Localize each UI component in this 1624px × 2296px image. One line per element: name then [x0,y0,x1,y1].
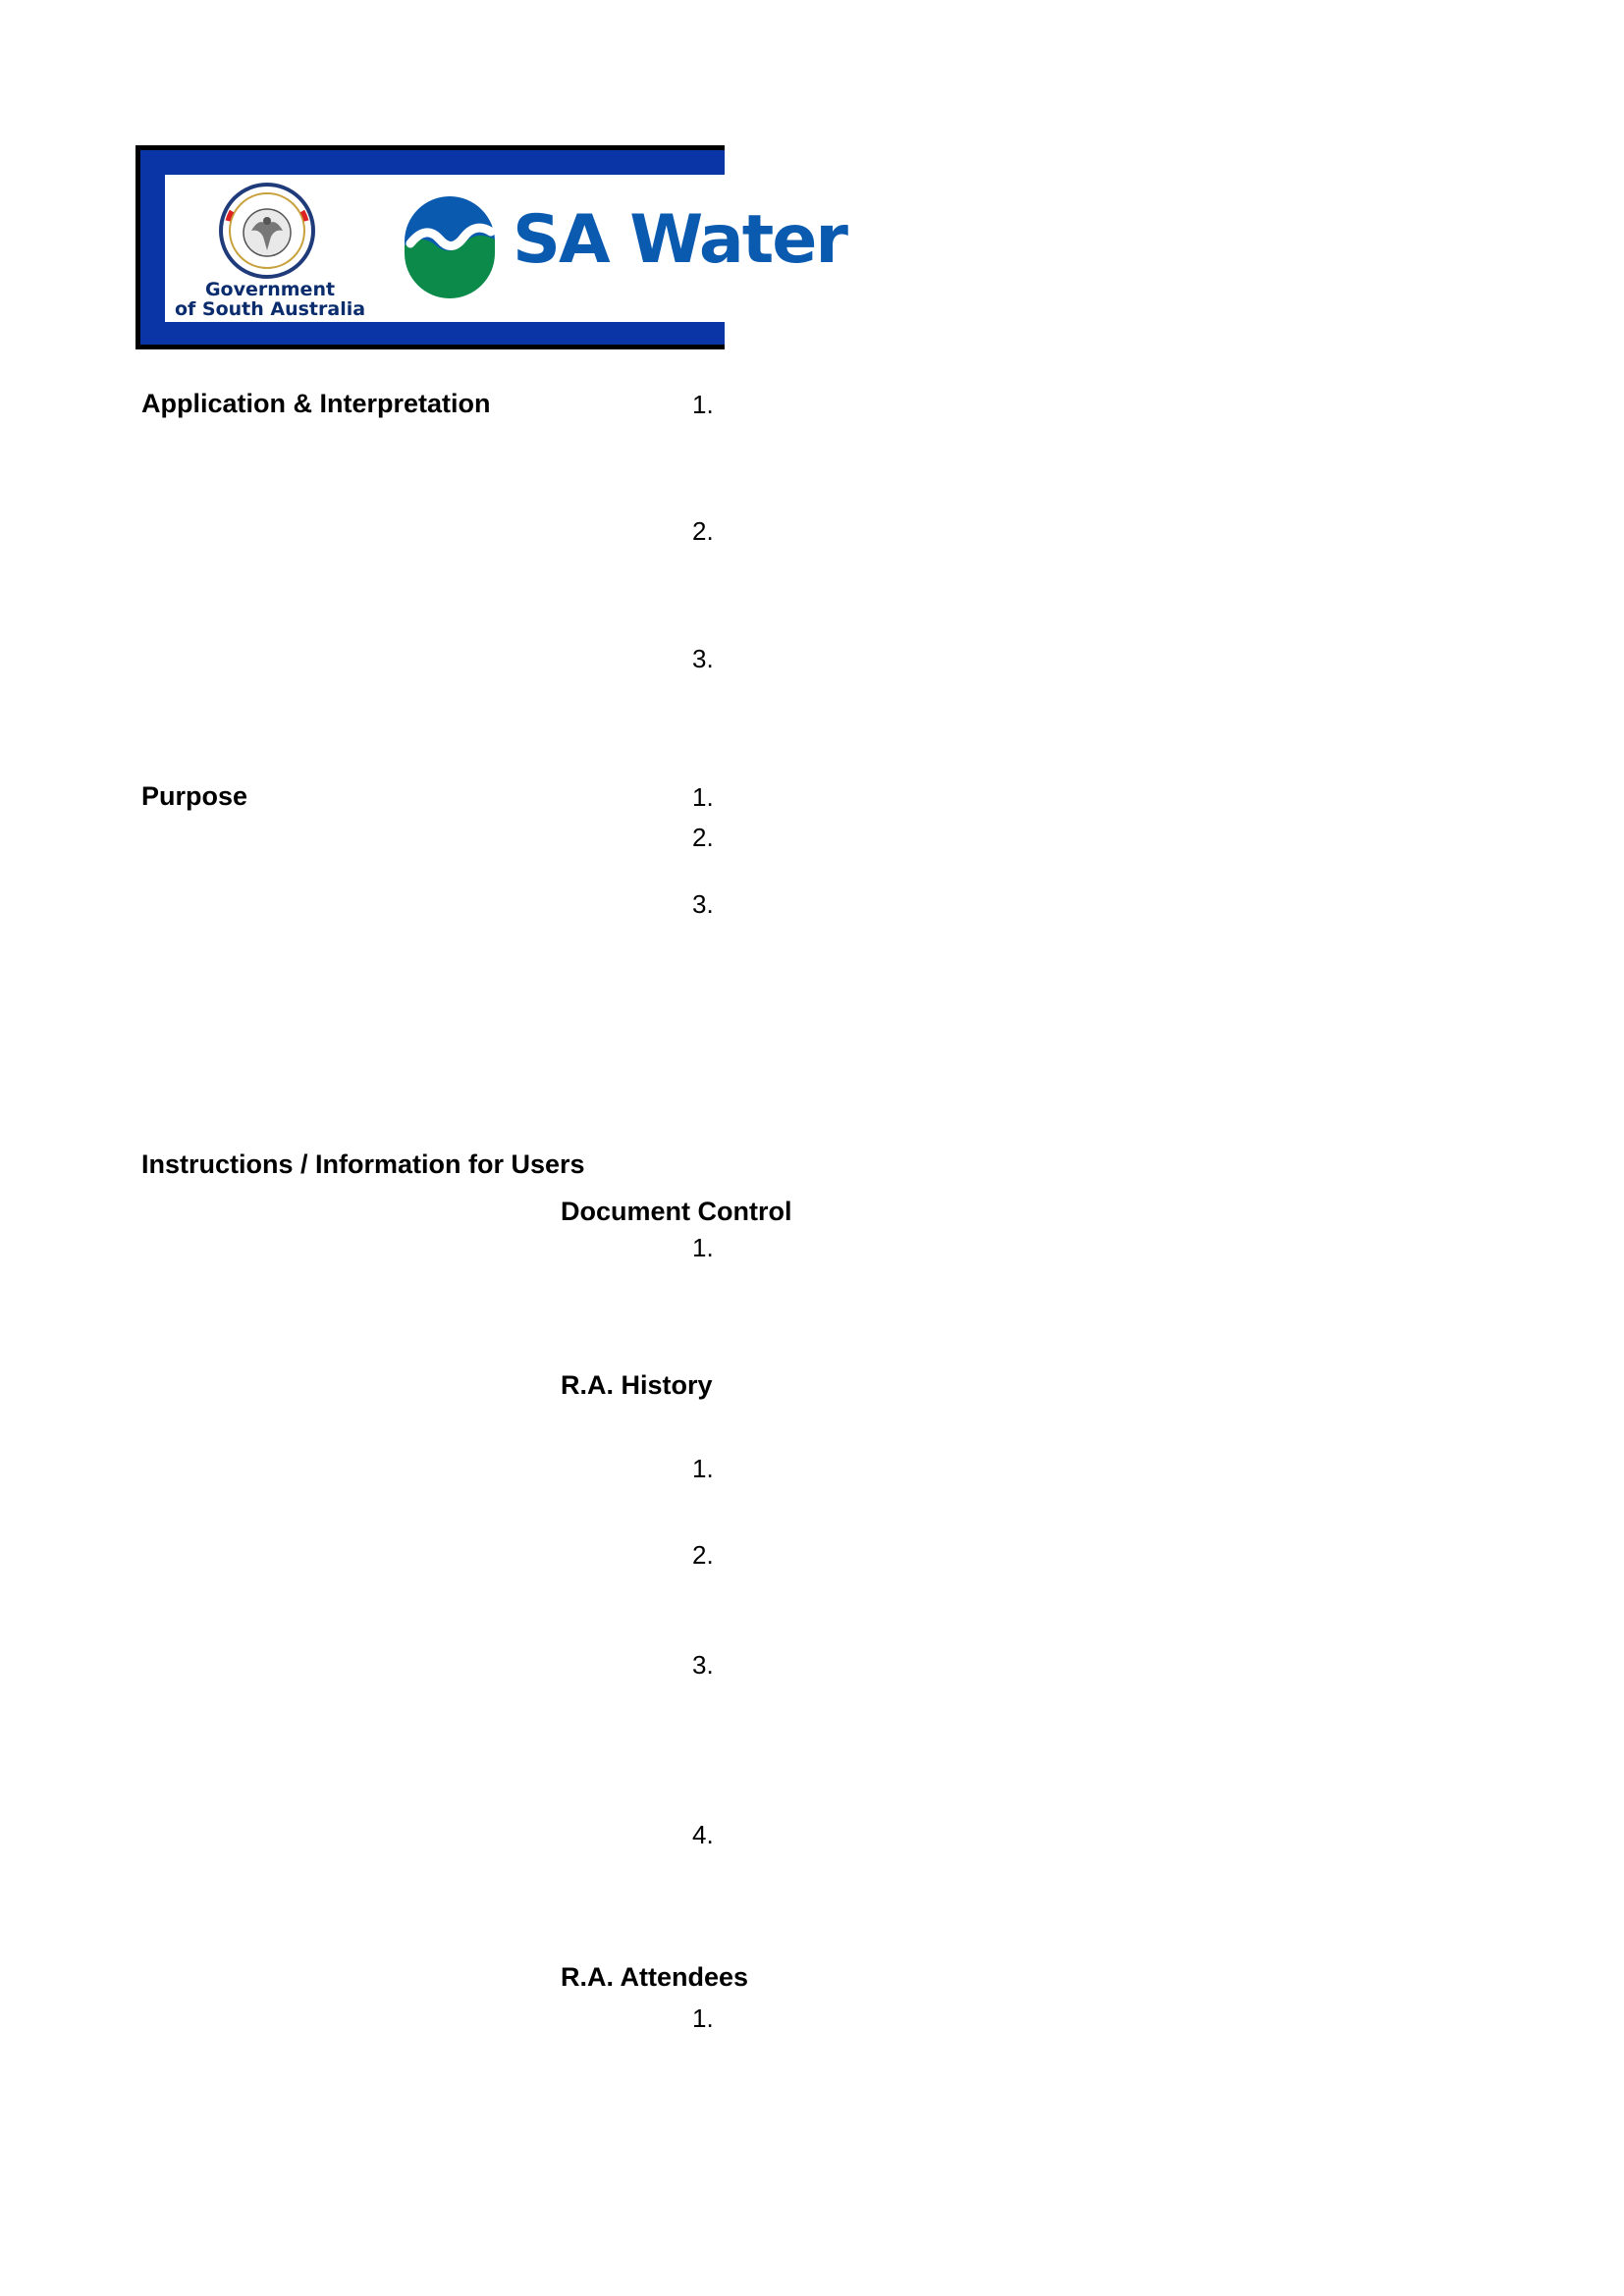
subheading-ra-attendees: R.A. Attendees [561,1962,749,1992]
sa-water-brand-text: SA Water [513,201,846,279]
list-number: 1. [692,2003,714,2033]
list-number: 1. [692,782,714,812]
section-heading-instructions: Instructions / Information for Users [141,1149,585,1179]
gov-line-2: of South Australia [174,298,366,320]
list-number: 3. [692,1650,714,1680]
list-number: 3. [692,644,714,673]
subheading-ra-history: R.A. History [561,1370,713,1400]
list-number: 3. [692,889,714,919]
list-number: 4. [692,1820,714,1849]
list-number: 1. [692,1454,714,1483]
sa-water-wave-logo-icon [403,194,497,289]
list-number: 1. [692,1233,714,1262]
list-number: 2. [692,1540,714,1570]
list-number: 2. [692,516,714,546]
section-heading-purpose: Purpose [141,781,248,811]
gov-line-1: Government [204,279,336,300]
list-number: 1. [692,390,714,419]
government-logo-text [167,280,373,319]
section-heading-application: Application & Interpretation [141,389,491,418]
subheading-document-control: Document Control [561,1197,792,1226]
list-number: 2. [692,823,714,852]
government-seal-icon [218,182,316,280]
